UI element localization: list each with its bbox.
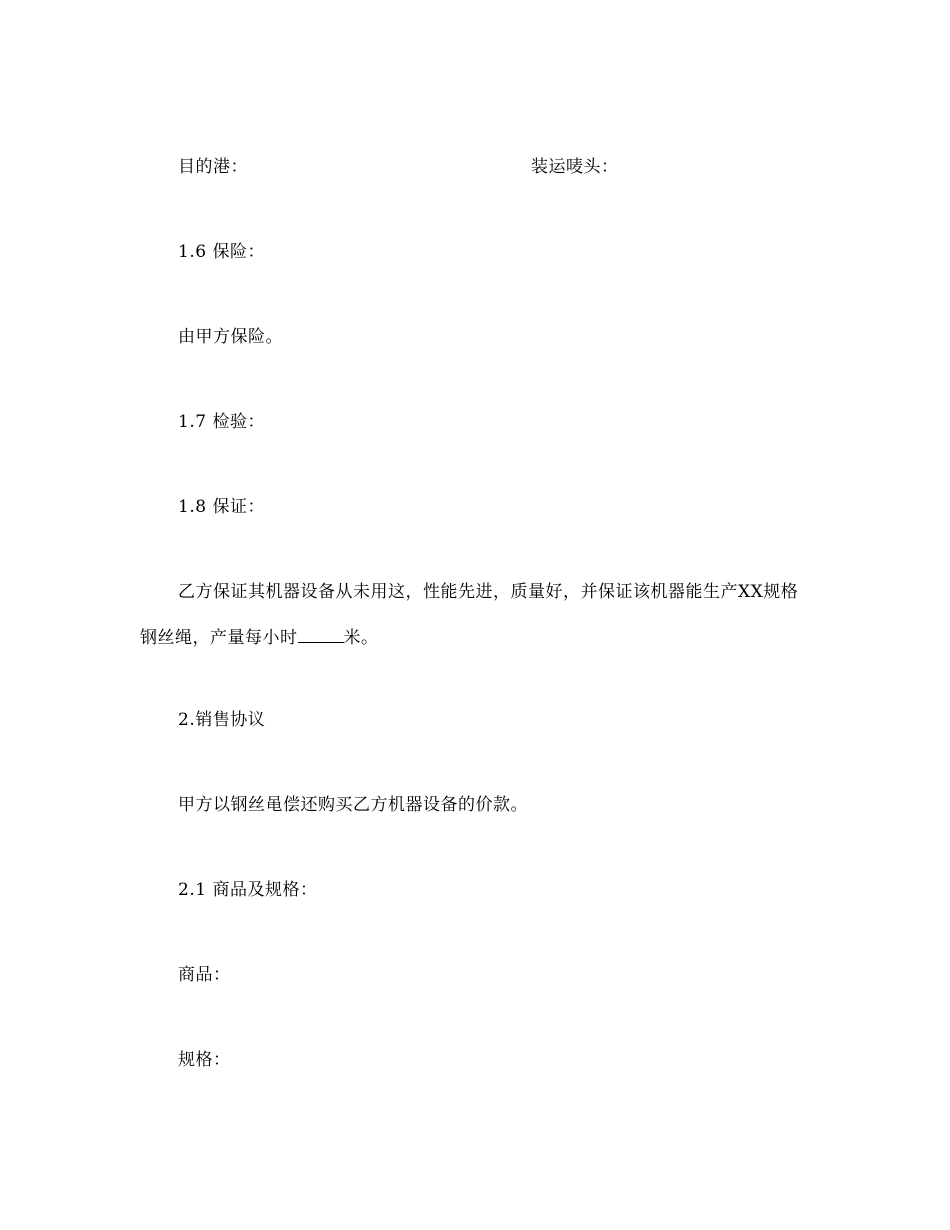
warranty-heading: 1.8 保证：: [178, 497, 265, 517]
warranty-text-line2-suffix: 米。: [343, 628, 379, 648]
warranty-text-line2-prefix: 钢丝绳，产量每小时: [140, 628, 298, 648]
sales-agreement-text: 甲方以钢丝黾偿还购买乙方机器设备的价款。: [178, 795, 528, 815]
spec-label: 规格：: [178, 1050, 231, 1070]
warranty-text-line1: 乙方保证其机器设备从未用这，性能先进，质量好，并保证该机器能生产XX规格: [178, 582, 799, 602]
goods-spec-heading: 2.1 商品及规格：: [178, 880, 318, 900]
insurance-heading: 1.6 保险：: [178, 242, 265, 262]
output-blank-field: [298, 626, 344, 643]
destination-port-label: 目的港：: [178, 157, 248, 177]
sales-agreement-heading: 2.销售协议: [178, 710, 266, 730]
goods-label: 商品：: [178, 965, 231, 985]
shipping-mark-label: 装运唛头：: [531, 157, 619, 177]
insurance-text: 由甲方保险。: [178, 327, 283, 347]
warranty-text-line2: [140, 626, 379, 648]
inspection-heading: 1.7 检验：: [178, 412, 265, 432]
